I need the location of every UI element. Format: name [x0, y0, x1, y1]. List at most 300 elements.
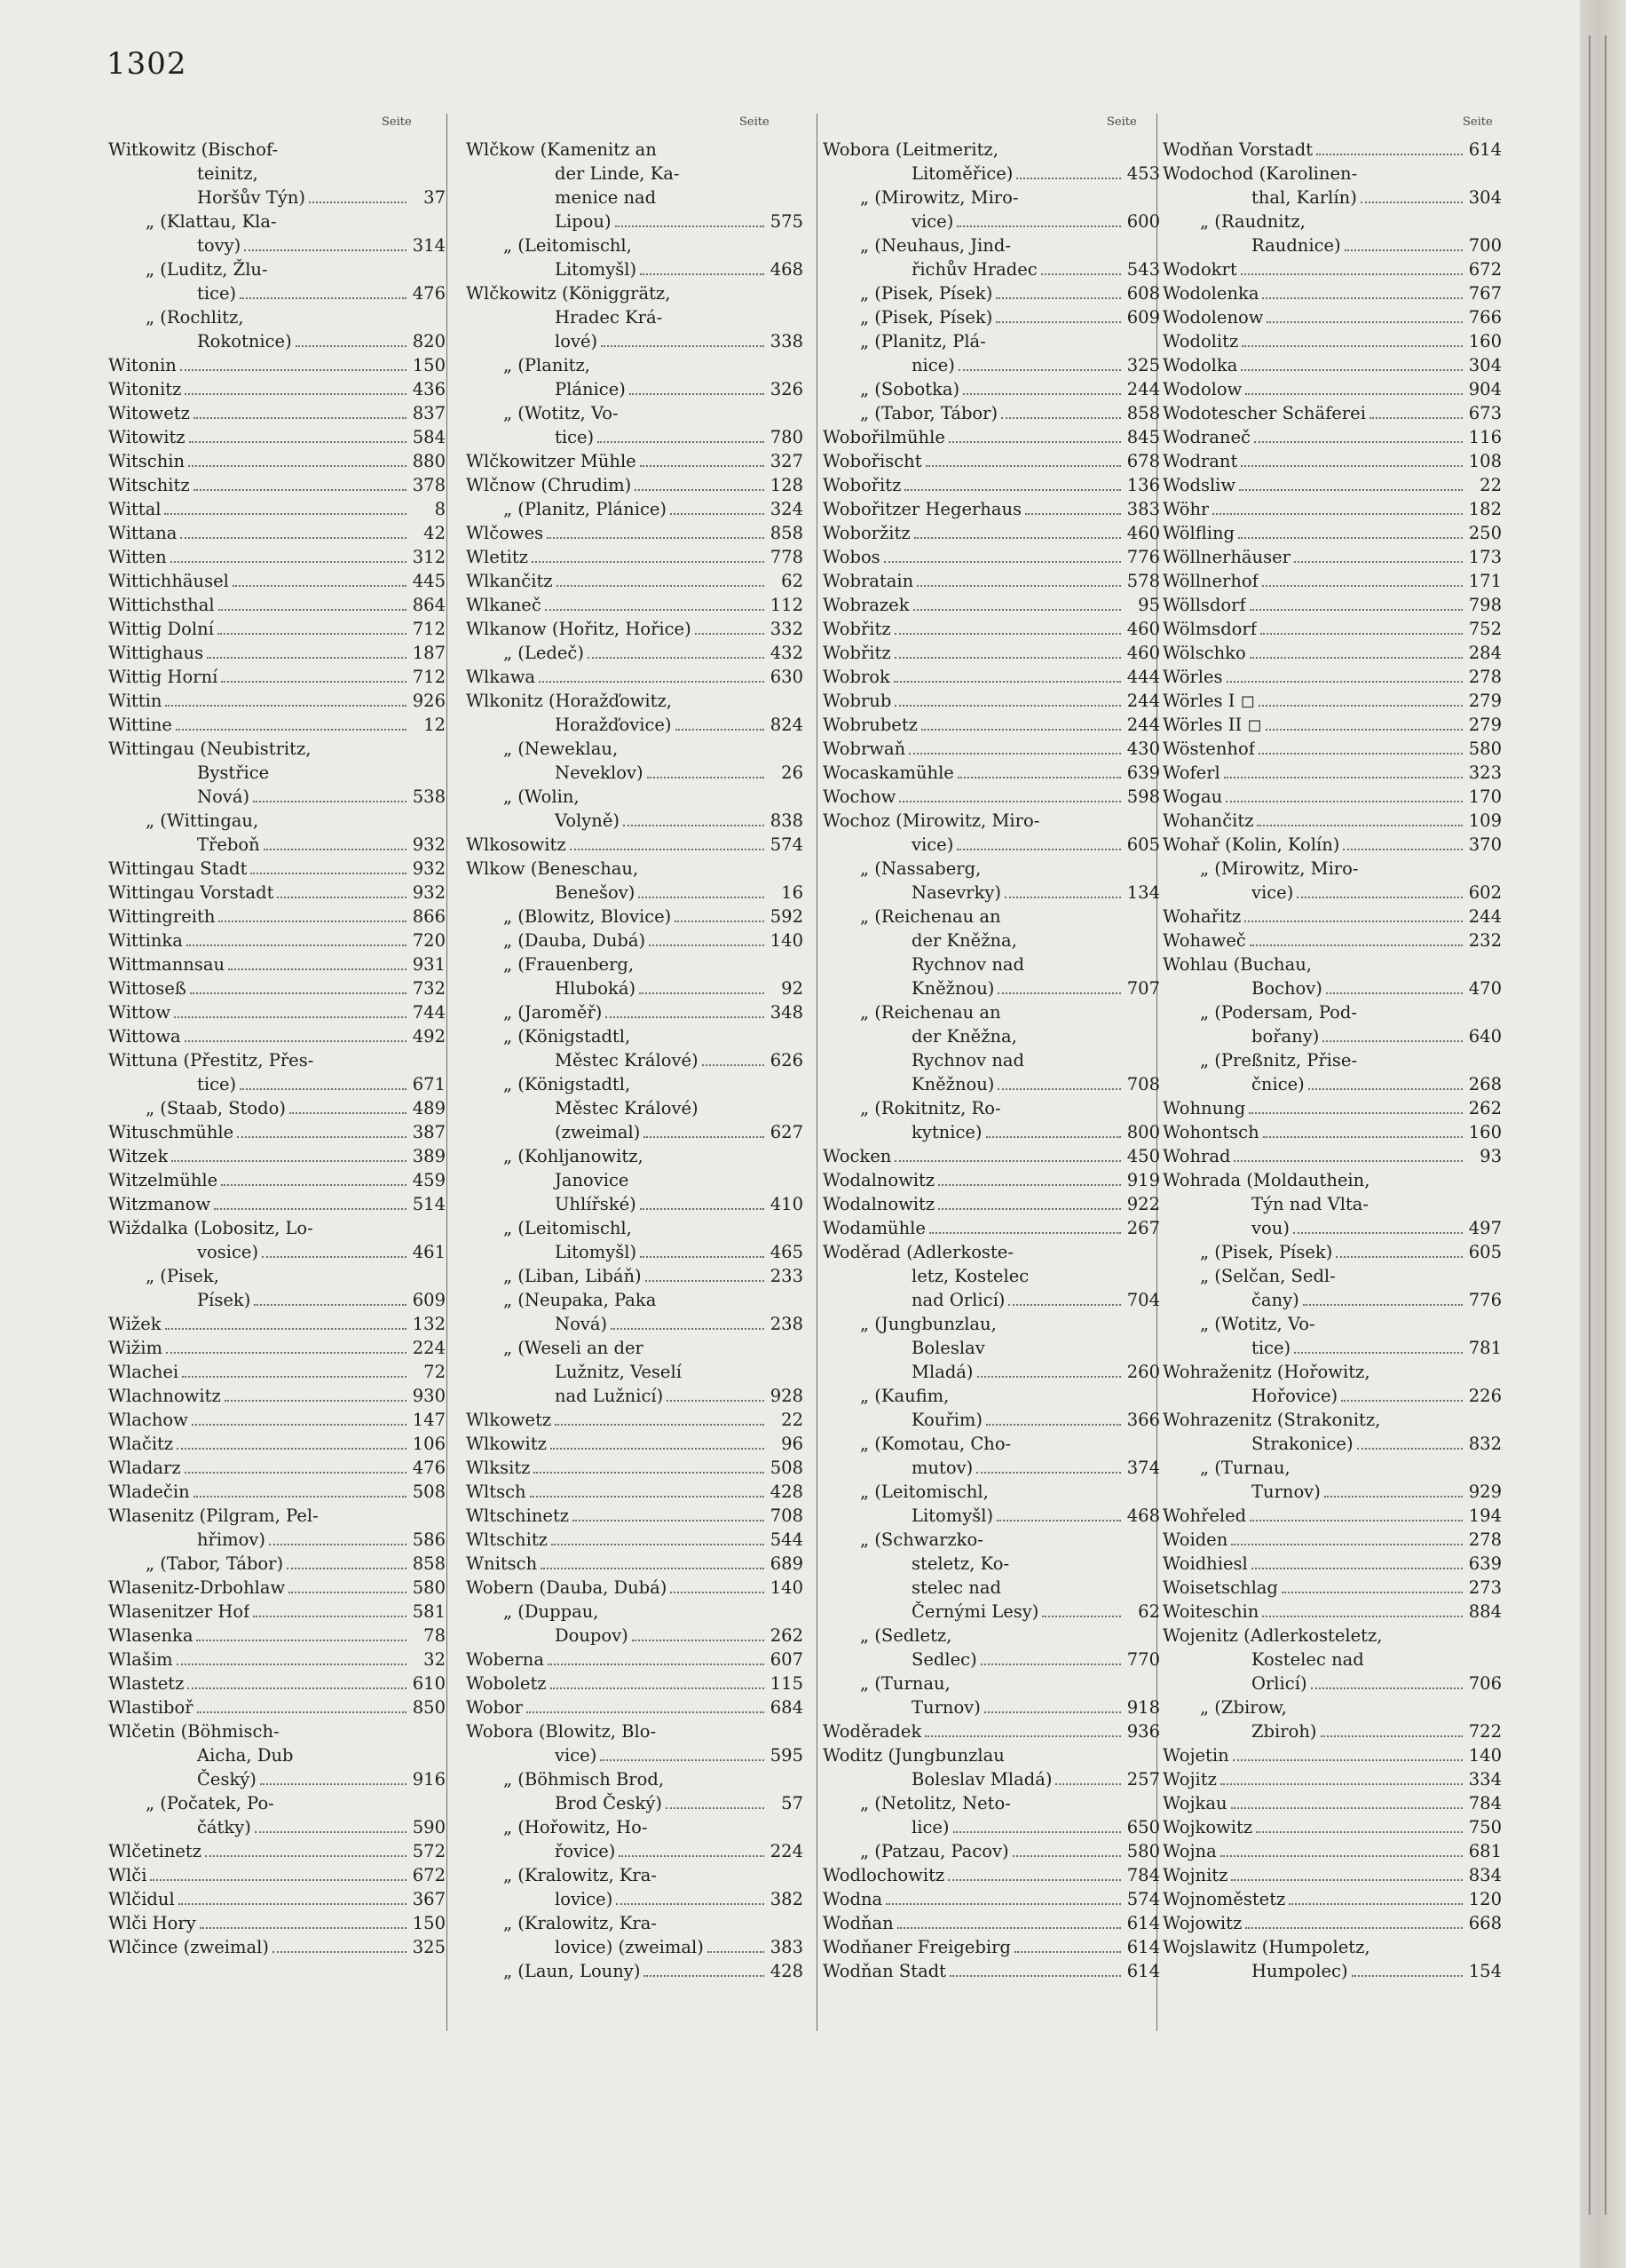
entry-row	[108, 641, 446, 665]
index-entry	[1163, 1743, 1502, 1767]
entry-row	[466, 833, 803, 857]
leader-dots	[1025, 513, 1121, 515]
entry-row	[108, 401, 446, 425]
entry-name: Wölmsdorf	[1163, 619, 1257, 639]
entry-row	[1163, 521, 1502, 545]
entry-row	[823, 281, 1160, 305]
index-entry	[823, 1719, 1160, 1743]
entry-page-number: 904	[1468, 379, 1502, 399]
entry-row	[823, 665, 1160, 689]
entry-name: Wittinka	[108, 930, 183, 951]
index-entry	[466, 1911, 803, 1959]
entry-page-number: 614	[1468, 139, 1502, 160]
index-entry	[1163, 593, 1502, 617]
entry-name: Wobratain	[823, 571, 914, 591]
entry-page-number: 140	[1468, 1745, 1502, 1766]
leader-dots	[957, 849, 1121, 850]
leader-dots	[643, 1136, 764, 1138]
entry-page-number: 453	[1126, 163, 1160, 184]
index-entry	[108, 138, 446, 209]
entry-name: Wohnung	[1163, 1098, 1246, 1118]
index-entry	[823, 1480, 1160, 1528]
entry-name: Wlachnowitz	[108, 1386, 221, 1406]
entry-row	[1163, 641, 1502, 665]
leader-dots	[632, 1640, 764, 1641]
entry-continuation: Nasevrky)	[912, 882, 1002, 903]
entry-row	[1163, 1504, 1502, 1528]
seite-label-col-3: Seite	[1107, 115, 1137, 129]
index-entry	[823, 1096, 1160, 1144]
entry-continuation: Mladá)	[912, 1362, 974, 1382]
entry-page-number: 574	[1126, 1889, 1160, 1909]
entry-continuation: tovy)	[197, 235, 241, 256]
leader-dots	[1220, 1783, 1463, 1785]
leader-dots	[1241, 465, 1463, 467]
entry-page-number: 57	[781, 1793, 803, 1814]
leader-dots	[1322, 1040, 1463, 1042]
entry-name: Wodolenow	[1163, 307, 1264, 328]
index-column-3	[823, 138, 1160, 1983]
index-entry	[108, 1911, 446, 1935]
entry-row	[108, 329, 446, 353]
entry-row	[823, 401, 1160, 425]
entry-page-number: 460	[1126, 523, 1160, 543]
leader-dots	[629, 393, 764, 395]
entry-name: Wojnitz	[1163, 1865, 1228, 1885]
entry-name: Wohontsch	[1163, 1122, 1259, 1142]
index-entry	[1163, 952, 1502, 1000]
entry-name: Wlkonitz (Horažďowitz,	[466, 691, 672, 711]
entry-name: Wodňan	[823, 1913, 894, 1933]
entry-page-number: 132	[412, 1314, 446, 1334]
entry-page-number: 627	[770, 1122, 803, 1142]
entry-row	[1163, 976, 1502, 1000]
entry-page-number: 639	[1468, 1553, 1502, 1574]
entry-page-number: 610	[412, 1673, 446, 1694]
leader-dots	[288, 1592, 406, 1593]
leader-dots	[953, 1831, 1121, 1833]
leader-dots	[1262, 1616, 1463, 1617]
entry-name: Wobřitz	[823, 643, 891, 663]
leader-dots	[895, 1160, 1121, 1162]
entry-name: Witonin	[108, 355, 177, 375]
leader-dots	[1238, 537, 1463, 539]
entry-row	[823, 761, 1160, 785]
entry-page-number: 538	[412, 786, 446, 807]
entry-name: Wogau	[1163, 786, 1223, 807]
entry-page-number: 776	[1468, 1290, 1502, 1310]
entry-name: Wodna	[823, 1889, 883, 1909]
leader-dots	[177, 1448, 406, 1450]
entry-continuation: Kostelec nad	[1251, 1649, 1364, 1670]
entry-continuation: Nová)	[555, 1314, 608, 1334]
entry-row	[108, 665, 446, 689]
entry-name: Wodolenka	[1163, 283, 1259, 304]
index-entry	[108, 593, 446, 617]
index-entry	[1163, 1048, 1502, 1096]
leader-dots	[600, 1759, 764, 1761]
entry-row	[823, 1600, 1160, 1624]
leader-dots	[702, 1064, 764, 1066]
index-entry	[1163, 1312, 1502, 1360]
entry-row	[1163, 186, 1502, 209]
entry-continuation: Janovice	[555, 1170, 629, 1190]
entry-name: Wlkanow (Hořitz, Hořice)	[466, 619, 691, 639]
leader-dots	[601, 345, 764, 347]
index-entry	[466, 1576, 803, 1600]
entry-continuation: Sedlec)	[912, 1649, 977, 1670]
leader-dots	[963, 393, 1121, 395]
index-entry	[108, 1384, 446, 1408]
leader-dots	[253, 1616, 406, 1617]
entry-row	[108, 449, 446, 473]
leader-dots	[914, 537, 1121, 539]
index-entry	[1163, 833, 1502, 857]
index-entry	[108, 209, 446, 257]
entry-row	[1163, 545, 1502, 569]
index-entry	[466, 1000, 803, 1024]
index-entry	[1163, 1600, 1502, 1624]
entry-continuation: Městec Králové)	[555, 1098, 699, 1118]
entry-name: Wlasenka	[108, 1625, 193, 1646]
entry-page-number: 508	[412, 1482, 446, 1502]
entry-row	[108, 1839, 446, 1863]
index-entry	[466, 857, 803, 905]
entry-continuation: lovice) (zweimal)	[555, 1937, 704, 1957]
entry-name: Wittichhäusel	[108, 571, 229, 591]
leader-dots	[921, 729, 1121, 731]
entry-page-number: 459	[412, 1170, 446, 1190]
entry-name: Woiteschin	[1163, 1601, 1259, 1622]
index-entry	[466, 401, 803, 449]
entry-name: Wohrazenitz (Strakonitz,	[1163, 1410, 1381, 1430]
entry-name: „ (Luditz, Žlu-	[146, 259, 268, 280]
entry-row	[823, 1959, 1160, 1983]
entry-name: „ (Reichenau an	[860, 906, 1001, 927]
entry-continuation: vosice)	[197, 1242, 259, 1262]
index-entry	[1163, 809, 1502, 833]
entry-page-number: 140	[770, 930, 803, 951]
leader-dots	[649, 944, 764, 946]
leader-dots	[1231, 1879, 1463, 1881]
leader-dots	[550, 1448, 764, 1450]
entry-row	[1163, 1528, 1502, 1552]
index-entry	[823, 809, 1160, 857]
entry-name: Woditz (Jungbunzlau	[823, 1745, 1005, 1766]
index-entry	[108, 521, 446, 545]
entry-page-number: 238	[770, 1314, 803, 1334]
entry-name: „ (Kaufim,	[860, 1386, 950, 1406]
index-entry	[823, 329, 1160, 377]
entry-row	[108, 521, 446, 545]
entry-continuation: Český)	[197, 1769, 257, 1790]
entry-page-number: 514	[412, 1194, 446, 1214]
entry-page-number: 257	[1126, 1769, 1160, 1790]
index-entry	[1163, 138, 1502, 162]
index-entry	[466, 1408, 803, 1432]
entry-name: Wohřeled	[1163, 1505, 1247, 1526]
index-entry	[823, 569, 1160, 593]
index-entry	[1163, 713, 1502, 737]
entry-row	[108, 1024, 446, 1048]
entry-name: „ (Leitomischl,	[860, 1482, 989, 1502]
entry-continuation: Rychnov nad	[912, 954, 1025, 975]
entry-row	[108, 1624, 446, 1648]
index-entry	[108, 1600, 446, 1624]
index-entry	[108, 1887, 446, 1911]
entry-row	[823, 1887, 1160, 1911]
entry-page-number: 929	[1468, 1482, 1502, 1502]
entry-row	[466, 929, 803, 952]
entry-page-number: 767	[1468, 283, 1502, 304]
entry-row	[1163, 305, 1502, 329]
entry-name: Wltschinetz	[466, 1505, 570, 1526]
entry-name: Wižim	[108, 1338, 162, 1358]
entry-row	[823, 449, 1160, 473]
entry-page-number: 160	[1468, 1122, 1502, 1142]
index-entry	[108, 1168, 446, 1192]
entry-page-number: 22	[781, 1410, 803, 1430]
leader-dots	[640, 1208, 764, 1210]
index-entry	[108, 689, 446, 713]
entry-page-number: 244	[1468, 906, 1502, 927]
leader-dots	[909, 753, 1121, 755]
entry-row	[1163, 809, 1502, 833]
index-entry	[1163, 305, 1502, 329]
entry-continuation: Boleslav	[912, 1338, 985, 1358]
leader-dots	[894, 681, 1121, 683]
index-entry	[466, 785, 803, 833]
entry-continuation: Horažďovice)	[555, 715, 672, 735]
entry-name: „ (Jungbunzlau,	[860, 1314, 997, 1334]
entry-continuation: steletz, Ko-	[912, 1553, 1010, 1574]
entry-page-number: 543	[1126, 259, 1160, 280]
entry-row	[108, 1072, 446, 1096]
entry-page-number: 324	[770, 499, 803, 519]
entry-page-number: 150	[412, 1913, 446, 1933]
entry-name: „ (Pisek, Písek)	[1200, 1242, 1333, 1262]
entry-page-number: 586	[412, 1529, 446, 1550]
entry-page-number: 338	[770, 331, 803, 352]
entry-page-number: 325	[1126, 355, 1160, 375]
entry-name: Wöllnerhäuser	[1163, 547, 1291, 567]
index-entry	[466, 1216, 803, 1264]
index-entry	[1163, 1767, 1502, 1791]
entry-row	[108, 497, 446, 521]
entry-page-number: 671	[412, 1074, 446, 1094]
entry-continuation: Horšův Týn)	[197, 187, 306, 208]
entry-name: Wlčince (zweimal)	[108, 1937, 269, 1957]
entry-row	[823, 1192, 1160, 1216]
entry-page-number: 232	[1468, 930, 1502, 951]
entry-row	[1163, 1600, 1502, 1624]
entry-row	[108, 1935, 446, 1959]
entry-continuation: Turnov)	[1251, 1482, 1321, 1502]
index-entry	[1163, 521, 1502, 545]
entry-name: Wobrwaň	[823, 739, 906, 759]
entry-name: Wobořitz	[823, 475, 902, 495]
entry-name: „ (Mirowitz, Miro-	[1200, 858, 1359, 879]
entry-name: Wladarz	[108, 1458, 181, 1478]
entry-row	[1163, 281, 1502, 305]
entry-page-number: 916	[412, 1769, 446, 1790]
index-entry	[823, 761, 1160, 785]
index-entry	[1163, 1240, 1502, 1264]
entry-row	[823, 1719, 1160, 1743]
leader-dots	[205, 1855, 406, 1857]
entry-row	[108, 569, 446, 593]
index-entry	[108, 1576, 446, 1600]
entry-continuation: Litomyšl)	[555, 259, 637, 280]
entry-page-number: 858	[770, 523, 803, 543]
entry-name: Wlačitz	[108, 1434, 174, 1454]
entry-page-number: 932	[412, 882, 446, 903]
entry-page-number: 279	[1468, 691, 1502, 711]
entry-name: „ (Počatek, Po-	[146, 1793, 274, 1814]
leader-dots	[670, 513, 764, 515]
index-entry	[1163, 162, 1502, 209]
entry-row	[108, 1456, 446, 1480]
entry-name: „ (Kralowitz, Kra-	[503, 1865, 657, 1885]
entry-row	[1163, 1815, 1502, 1839]
entry-name: „ (Neuhaus, Jind-	[860, 235, 1011, 256]
entry-row	[823, 1360, 1160, 1384]
entry-continuation: Kouřim)	[912, 1410, 983, 1430]
leader-dots	[1041, 273, 1121, 275]
leader-dots	[250, 873, 406, 874]
entry-name: Wocaskamühle	[823, 763, 954, 783]
index-entry	[1163, 1120, 1502, 1144]
leader-dots	[675, 921, 764, 922]
leader-dots	[1311, 1687, 1463, 1689]
index-entry	[823, 689, 1160, 713]
entry-name: „ (Tabor, Tábor)	[146, 1553, 284, 1574]
entry-continuation: řichův Hradec	[912, 259, 1038, 280]
index-entry	[108, 353, 446, 377]
leader-dots	[1249, 1112, 1463, 1114]
leader-dots	[695, 633, 764, 635]
index-entry	[108, 737, 446, 809]
index-entry	[1163, 785, 1502, 809]
index-entry	[108, 1719, 446, 1791]
entry-page-number: 609	[1126, 307, 1160, 328]
index-entry	[466, 1504, 803, 1528]
entry-name: Woděradek	[823, 1721, 922, 1742]
entry-name: Wölschko	[1163, 643, 1246, 663]
entry-row	[1163, 1959, 1502, 1983]
leader-dots	[1226, 801, 1463, 802]
entry-row	[466, 257, 803, 281]
entry-page-number: 820	[412, 331, 446, 352]
entry-page-number: 410	[770, 1194, 803, 1214]
entry-row	[1163, 833, 1502, 857]
entry-row	[1163, 617, 1502, 641]
entry-continuation: řovice)	[555, 1841, 616, 1861]
index-entry	[1163, 1408, 1502, 1456]
leader-dots	[1231, 1807, 1463, 1809]
entry-page-number: 750	[1468, 1817, 1502, 1837]
entry-page-number: 465	[770, 1242, 803, 1262]
entry-name: Wittoseß	[108, 978, 186, 999]
index-entry	[1163, 1935, 1502, 1983]
index-entry	[108, 665, 446, 689]
entry-name: „ (Neweklau,	[503, 739, 619, 759]
entry-page-number: 684	[770, 1697, 803, 1718]
entry-page-number: 62	[1138, 1601, 1160, 1622]
entry-continuation: Nová)	[197, 786, 250, 807]
entry-name: Wöllnerhof	[1163, 571, 1259, 591]
leader-dots	[611, 1328, 764, 1330]
entry-continuation: Hluboká)	[555, 978, 636, 999]
entry-row	[108, 952, 446, 976]
entry-name: Wohaweč	[1163, 930, 1246, 951]
entry-page-number: 468	[1126, 1505, 1160, 1526]
index-entry	[466, 1480, 803, 1504]
leader-dots	[639, 992, 764, 994]
entry-row	[466, 1432, 803, 1456]
entry-name: „ (Pisek, Písek)	[860, 283, 993, 304]
entry-continuation: Neveklov)	[555, 763, 643, 783]
entry-page-number: 590	[412, 1817, 446, 1837]
index-entry	[823, 1624, 1160, 1671]
leader-dots	[225, 1400, 406, 1402]
entry-name: „ (Zbirow,	[1200, 1697, 1287, 1718]
index-entry	[108, 929, 446, 952]
entry-row	[466, 1576, 803, 1600]
entry-page-number: 497	[1468, 1218, 1502, 1238]
entry-row	[823, 1504, 1160, 1528]
entry-page-number: 936	[1126, 1721, 1160, 1742]
entry-name: Wohařitz	[1163, 906, 1242, 927]
entry-row	[466, 545, 803, 569]
entry-name: Witzmanow	[108, 1194, 211, 1214]
leader-dots	[1220, 1855, 1463, 1857]
entry-row	[108, 1360, 446, 1384]
entry-name: „ (Liban, Libáň)	[503, 1266, 642, 1286]
index-entry	[1163, 1144, 1502, 1168]
entry-row	[1163, 1432, 1502, 1456]
entry-continuation: Lužnitz, Veselí	[555, 1362, 682, 1382]
index-entry	[1163, 1911, 1502, 1935]
entry-row	[108, 1480, 446, 1504]
entry-name: Wodňaner Freigebirg	[823, 1937, 1011, 1957]
entry-name: Wittingreith	[108, 906, 216, 927]
index-entry	[1163, 1360, 1502, 1408]
entry-page-number: 387	[412, 1122, 446, 1142]
index-entry	[108, 1624, 446, 1648]
seite-label-col-4: Seite	[1463, 115, 1493, 129]
entry-name: Wodlochowitz	[823, 1865, 945, 1885]
entry-page-number: 574	[770, 834, 803, 855]
leader-dots	[1005, 897, 1121, 898]
entry-page-number: 476	[412, 1458, 446, 1478]
entry-row	[1163, 737, 1502, 761]
entry-name: Wlkowitz	[466, 1434, 547, 1454]
entry-name: Wlachow	[108, 1410, 188, 1430]
leader-dots	[615, 225, 764, 227]
leader-dots	[949, 441, 1121, 443]
entry-page-number: 712	[412, 619, 446, 639]
entry-continuation: Benešov)	[555, 882, 635, 903]
entry-row	[466, 976, 803, 1000]
entry-row	[108, 1695, 446, 1719]
entry-row	[1163, 1839, 1502, 1863]
entry-row	[823, 1935, 1160, 1959]
leader-dots	[1227, 681, 1463, 683]
leader-dots	[640, 465, 764, 467]
entry-row	[1163, 497, 1502, 521]
entry-page-number: 608	[1126, 283, 1160, 304]
